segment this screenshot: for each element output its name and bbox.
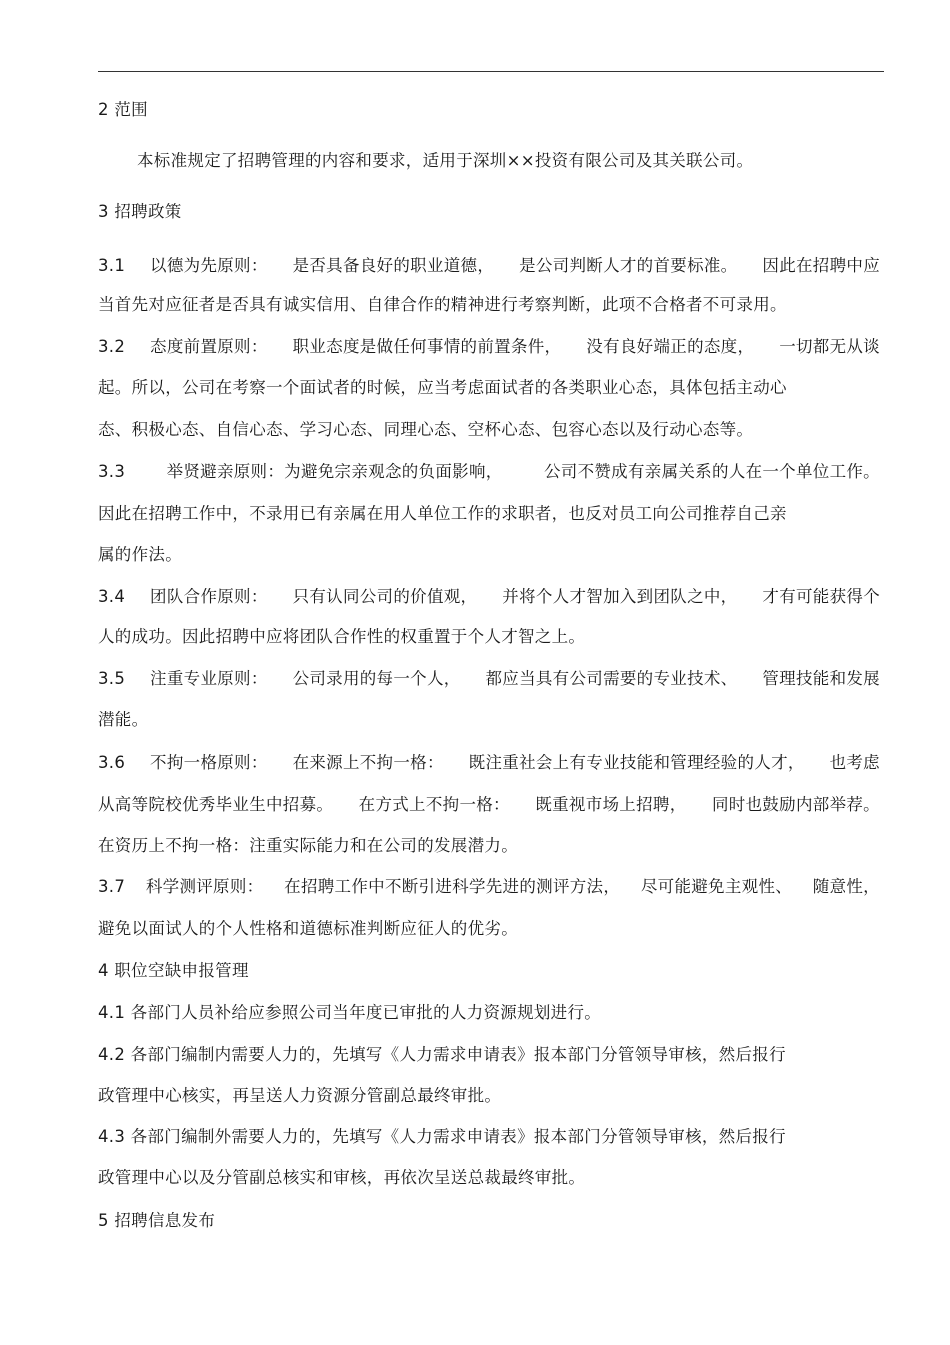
text-span: 同时也鼓励内部举荐。 <box>711 795 880 814</box>
section-5-heading: 5 招聘信息发布 <box>98 1211 216 1230</box>
section-2-heading: 2 范围 <box>98 100 148 119</box>
section-3-heading: 3 招聘政策 <box>98 202 182 221</box>
section-3-6-line-2 <box>98 794 880 816</box>
section-3-1-line-2: 当首先对应征者是否具有诚实信用、自律合作的精神进行考察判断，此项不合格者不可录用。 <box>98 295 787 314</box>
section-4-3-line-2: 政管理中心以及分管副总核实和审核，再依次呈送总裁最终审批。 <box>98 1168 586 1187</box>
section-3-4-line-2: 人的成功。因此招聘中应将团队合作性的权重置于个人才智之上。 <box>98 627 586 646</box>
text-span: 从高等院校优秀毕业生中招募。 <box>98 795 334 814</box>
section-3-6-line-1 <box>98 752 880 774</box>
text-span: 也考虑 <box>829 753 880 772</box>
section-3-7-line-2: 避免以面试人的个人性格和道德标准判断应征人的优劣。 <box>98 919 518 938</box>
section-4-3-line-1: 4.3 各部门编制外需要人力的，先填写《人力需求申请表》报本部门分管领导审核，然后报行 <box>98 1127 786 1146</box>
text-span: 在招聘工作中不断引进科学先进的测评方法， <box>284 877 621 896</box>
text-span: 态度前置原则： <box>150 337 268 356</box>
text-span: 以德为先原则： <box>150 256 268 275</box>
text-span: 举贤避亲原则：为避免宗亲观念的负面影响， <box>166 462 503 481</box>
section-3-3-line-1 <box>98 461 880 483</box>
text-span: 3.6 <box>98 753 126 772</box>
section-4-2-line-2: 政管理中心核实，再呈送人力资源分管副总最终审批。 <box>98 1086 502 1105</box>
section-3-5-line-1 <box>98 668 880 690</box>
text-span: 因此在招聘中应 <box>762 256 880 275</box>
text-span: 3.1 <box>98 256 126 275</box>
text-span: 才有可能获得个 <box>762 587 880 606</box>
section-4-1: 4.1 各部门人员补给应参照公司当年度已审批的人力资源规划进行。 <box>98 1003 602 1022</box>
section-3-1-line-1 <box>98 255 880 277</box>
text-span: 不拘一格原则： <box>150 753 268 772</box>
text-span: 公司不赞成有亲属关系的人在一个单位工作。 <box>543 462 880 481</box>
header-rule <box>98 71 884 72</box>
text-span: 尽可能避免主观性、 <box>640 877 793 896</box>
section-3-2-line-1 <box>98 336 880 358</box>
text-span: 是否具备良好的职业道德， <box>292 256 495 275</box>
text-span: 在方式上不拘一格： <box>358 795 510 814</box>
section-4-2-line-1: 4.2 各部门编制内需要人力的，先填写《人力需求申请表》报本部门分管领导审核，然后报行 <box>98 1045 786 1064</box>
text-span: 既重视市场上招聘， <box>535 795 687 814</box>
text-span: 并将个人才智加入到团队之中， <box>502 587 738 606</box>
text-span: 3.3 <box>98 462 126 481</box>
text-span: 3.4 <box>98 587 126 606</box>
text-span: 注重专业原则： <box>150 669 268 688</box>
text-span: 在来源上不拘一格： <box>292 753 444 772</box>
text-span: 团队合作原则： <box>150 587 268 606</box>
text-span: 3.7 <box>98 877 126 896</box>
text-span: 一切都无从谈 <box>779 337 880 356</box>
text-span: 随意性， <box>812 877 880 896</box>
section-3-6-line-3: 在资历上不拘一格：注重实际能力和在公司的发展潜力。 <box>98 836 518 855</box>
text-span: 既注重社会上有专业技能和管理经验的人才， <box>468 753 805 772</box>
section-2-body: 本标准规定了招聘管理的内容和要求，适用于深圳××投资有限公司及其关联公司。 <box>137 151 754 170</box>
section-3-3-line-2: 因此在招聘工作中，不录用已有亲属在用人单位工作的求职者，也反对员工向公司推荐自己亲 <box>98 504 787 523</box>
section-3-7-line-1 <box>98 876 880 898</box>
section-3-2-line-2: 起。所以，公司在考察一个面试者的时候，应当考虑面试者的各类职业心态，具体包括主动心 <box>98 378 787 397</box>
section-3-5-line-2: 潜能。 <box>98 710 149 729</box>
section-4-heading: 4 职位空缺申报管理 <box>98 961 249 980</box>
text-span: 没有良好端正的态度， <box>586 337 755 356</box>
section-3-3-line-3: 属的作法。 <box>98 545 182 564</box>
section-3-2-line-3: 态、积极心态、自信心态、学习心态、同理心态、空杯心态、包容心态以及行动心态等。 <box>98 420 754 439</box>
text-span: 只有认同公司的价值观， <box>292 587 478 606</box>
text-span: 都应当具有公司需要的专业技术、 <box>485 669 738 688</box>
text-span: 是公司判断人才的首要标准。 <box>519 256 738 275</box>
section-3-4-line-1 <box>98 586 880 608</box>
text-span: 管理技能和发展 <box>762 669 880 688</box>
text-span: 职业态度是做任何事情的前置条件， <box>292 337 562 356</box>
text-span: 公司录用的每一个人， <box>292 669 461 688</box>
text-span: 3.2 <box>98 337 126 356</box>
text-span: 科学测评原则： <box>145 877 264 896</box>
text-span: 3.5 <box>98 669 126 688</box>
